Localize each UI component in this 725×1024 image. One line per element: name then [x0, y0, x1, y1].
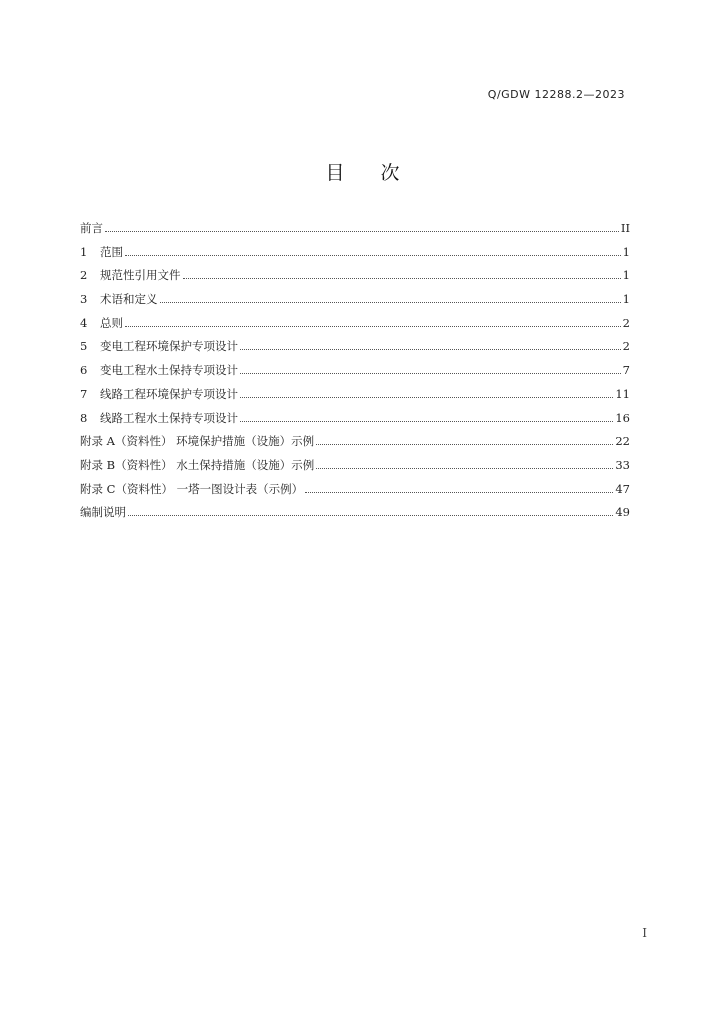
- toc-entry-label: 规范性引用文件: [100, 268, 181, 283]
- toc-entry[interactable]: [80, 315, 630, 339]
- toc-entry-number: 4: [80, 315, 88, 330]
- toc-leader-dots: [125, 315, 621, 327]
- toc-entry-page: 2: [622, 339, 630, 354]
- page-title: 目次: [325, 162, 436, 184]
- toc-entry[interactable]: [80, 410, 630, 434]
- toc-entry[interactable]: [80, 362, 630, 386]
- toc-entry-page: 33: [615, 457, 630, 472]
- toc-entry-page: 49: [615, 505, 630, 520]
- toc-entry-page: 2: [622, 315, 630, 330]
- toc-entry-label: 前言: [80, 221, 103, 235]
- toc-entry-label: 编制说明: [80, 505, 126, 520]
- toc-entry-page: 47: [615, 481, 630, 496]
- toc-leader-dots: [240, 338, 621, 350]
- toc-entry-number: 8: [80, 410, 88, 425]
- toc-entry[interactable]: [80, 386, 630, 410]
- toc-entry-label: 变电工程水土保持专项设计: [100, 363, 238, 378]
- toc-entry-number: 6: [80, 363, 88, 378]
- toc-entry[interactable]: [80, 220, 630, 244]
- toc-entry[interactable]: [80, 291, 630, 315]
- toc-leader-dots: [183, 267, 621, 279]
- document-code: Q/GDW 12288.2—2023: [487, 88, 625, 101]
- toc-entry-number: 5: [80, 339, 88, 354]
- toc-entry-label: 附录 B（资料性） 水土保持措施（设施）示例: [80, 457, 315, 472]
- toc-entry[interactable]: [80, 481, 630, 505]
- page-number: I: [642, 926, 647, 940]
- toc-leader-dots: [128, 504, 613, 516]
- toc-leader-dots: [105, 220, 619, 232]
- toc-entry-page: 1: [622, 244, 630, 259]
- toc-entry-page: 16: [615, 410, 630, 425]
- toc-entry-number: 3: [80, 292, 88, 307]
- toc-entry-page: 1: [622, 268, 630, 283]
- toc-entry-label: 线路工程环境保护专项设计: [100, 386, 238, 401]
- toc-leader-dots: [316, 457, 613, 469]
- toc-leader-dots: [240, 386, 613, 398]
- toc-entry[interactable]: [80, 244, 630, 268]
- toc-entry-page: II: [620, 221, 630, 235]
- toc-leader-dots: [240, 410, 613, 422]
- table-of-contents: [80, 220, 630, 528]
- toc-leader-dots: [305, 481, 613, 493]
- toc-entry-label: 附录 C（资料性） 一塔一图设计表（示例）: [80, 481, 304, 496]
- toc-entry-label: 附录 A（资料性） 环境保护措施（设施）示例: [80, 434, 315, 449]
- toc-leader-dots: [316, 433, 613, 445]
- toc-entry-number: 2: [80, 268, 88, 283]
- toc-entry-page: 11: [615, 386, 630, 401]
- toc-entry[interactable]: [80, 267, 630, 291]
- toc-entry[interactable]: [80, 338, 630, 362]
- toc-leader-dots: [125, 244, 621, 256]
- toc-entry-label: 范围: [100, 244, 123, 259]
- toc-entry[interactable]: [80, 457, 630, 481]
- toc-leader-dots: [160, 291, 621, 303]
- toc-entry-page: 7: [622, 363, 630, 378]
- toc-entry-label: 线路工程水土保持专项设计: [100, 410, 238, 425]
- toc-entry[interactable]: [80, 433, 630, 457]
- toc-leader-dots: [240, 362, 621, 374]
- toc-entry-label: 总则: [100, 315, 123, 330]
- toc-entry[interactable]: [80, 504, 630, 528]
- toc-entry-number: 1: [80, 244, 88, 259]
- toc-entry-number: 7: [80, 386, 88, 401]
- toc-entry-label: 术语和定义: [100, 292, 158, 307]
- toc-entry-page: 1: [622, 292, 630, 307]
- toc-entry-label: 变电工程环境保护专项设计: [100, 339, 238, 354]
- toc-entry-page: 22: [615, 434, 630, 449]
